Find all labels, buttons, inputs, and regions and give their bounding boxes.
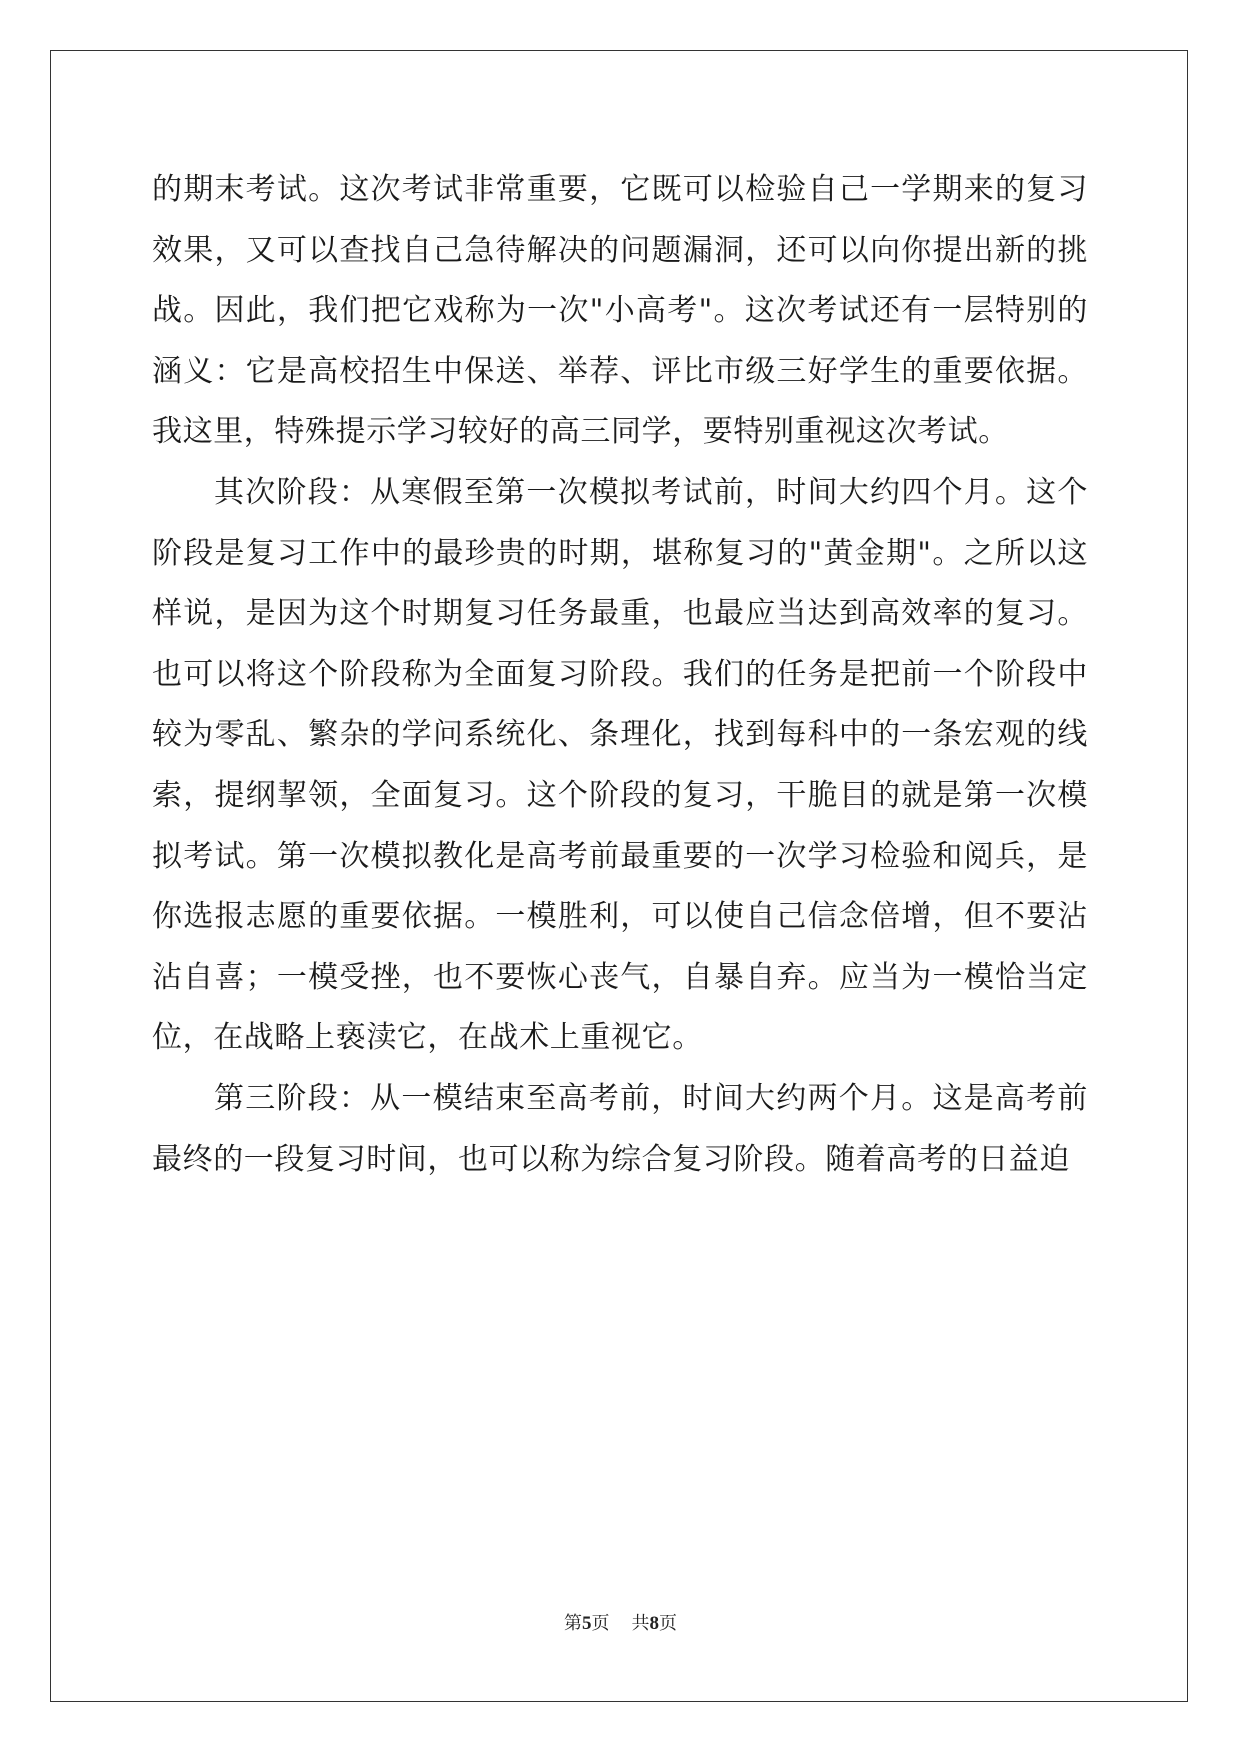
page-number-prefix: 第 (564, 1613, 582, 1634)
total-pages-number: 8 (649, 1613, 659, 1634)
total-pages-suffix: 页 (659, 1613, 677, 1634)
total-pages-prefix: 共 (631, 1613, 650, 1634)
page-number-suffix: 页 (591, 1613, 610, 1634)
page-footer (0, 1612, 1241, 1636)
paragraph-second-stage: 其次阶段：从寒假至第一次模拟考试前，时间大约四个月。这个阶段是复习工作中的最珍贵的时期，堪称复习的"黄金期"。之所以这样说，是因为这个时期复习任务最重，也最应当达到高效率的复习。也可以将这个阶段称为全面复习阶段。我们的任务是把前一个阶段中较为零乱、繁杂的学问系统化、条理化，找到每科中的一条宏观的线索，提纲挈领，全面复习。这个阶段的复习，干脆目的就是第一次模拟考试。第一次模拟教化是高考前最重要的一次学习检验和阅兵，是你选报志愿的重要依据。一模胜利，可以使自己信念倍增，但不要沾沾自喜；一模受挫，也不要恢心丧气，自暴自弃。应当为一模恰当定位，在战略上亵渎它，在战术上重视它。 (152, 474, 1088, 1056)
page-body (152, 160, 1088, 1190)
paragraph-continuation: 的期末考试。这次考试非常重要，它既可以检验自己一学期来的复习效果，又可以查找自己急待解决的问题漏洞，还可以向你提出新的挑战。因此，我们把它戏称为一次"小高考"。这次考试还有一层特别的涵义：它是高校招生中保送、举荐、评比市级三好学生的重要依据。我这里，特殊提示学习较好的高三同学，要特别重视这次考试。 (152, 172, 1088, 450)
current-page-number: 5 (582, 1613, 592, 1634)
paragraph-third-stage: 第三阶段：从一模结束至高考前，时间大约两个月。这是高考前最终的一段复习时间，也可以称为综合复习阶段。随着高考的日益迫 (152, 1080, 1088, 1177)
